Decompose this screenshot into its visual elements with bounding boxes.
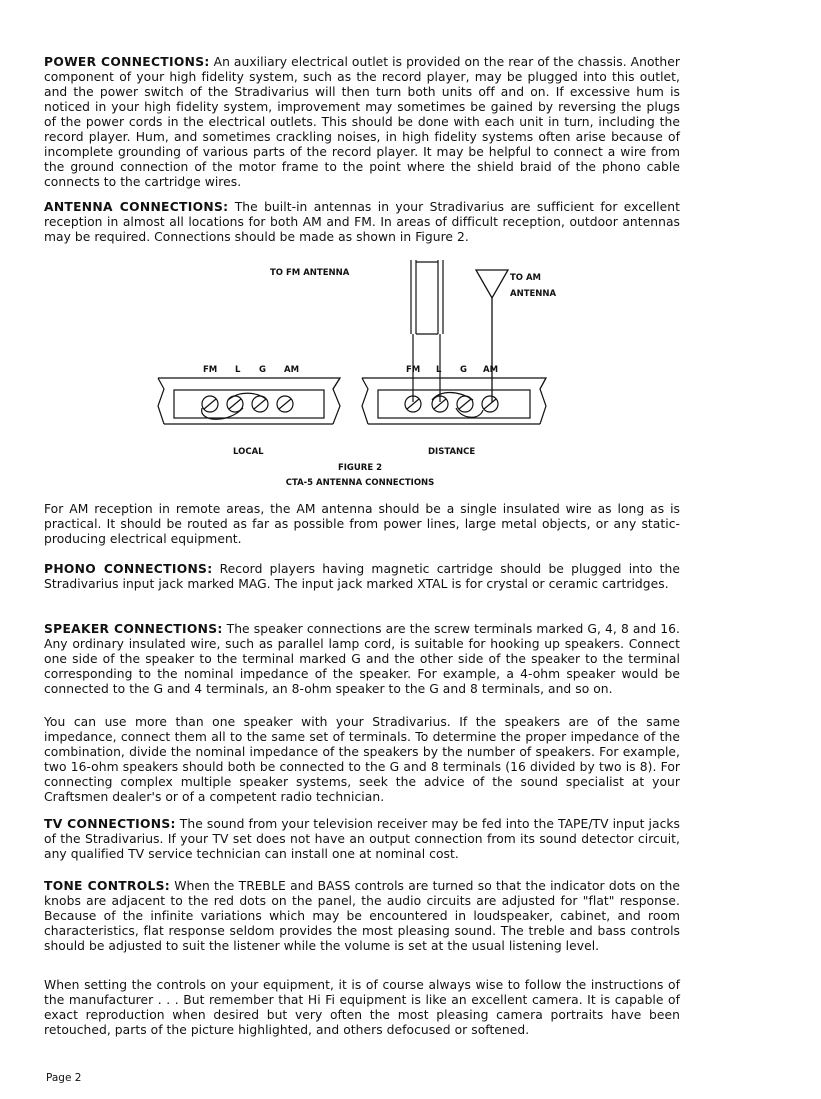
distance-terminal-g: G [460, 365, 467, 375]
phono-connections-heading: PHONO CONNECTIONS: [44, 562, 213, 576]
fm-twin-lead-icon [411, 260, 443, 402]
speaker-multiple-paragraph [44, 715, 680, 805]
speaker-multiple-text: You can use more than one speaker with your Stradivarius. If the speakers are of the same impedance, connect them all to the same set of terminals. To determine the proper impedance of the combination, divide the nominal impedance of the speakers by the number of speakers. For example, two 16-ohm speakers should both be connected to the G and 8 terminals (16 divided by two is 8). For connecting complex multiple speaker systems, seek the advice of the sound specialist at your Craftsmen dealer's or of a competent radio technician. [44, 715, 680, 804]
power-connections-heading: POWER CONNECTIONS: [44, 55, 210, 69]
tone-controls-text: When the TREBLE and BASS controls are turned so that the indicator dots on the knobs are adjacent to the red dots on the panel, the audio circuits are adjusted for "flat" response. Because of the infinite variations which may be encountered in loudspeaker, cabinet, and room characteristics, flat response seldom provides the most pleasing sound. The treble and bass controls should be adjusted to suit the listener while the volume is set at the usual listening level. [44, 879, 680, 953]
local-terminal-l: L [235, 365, 241, 375]
tv-connections-heading: TV CONNECTIONS: [44, 817, 176, 831]
phono-connections-paragraph [44, 562, 680, 592]
tone-controls-heading: TONE CONTROLS: [44, 879, 171, 893]
figure-caption-number: FIGURE 2 [337, 463, 383, 473]
page-number: Page 2 [46, 1072, 82, 1084]
local-label: LOCAL [233, 447, 264, 457]
closing-paragraph [44, 978, 680, 1038]
antenna-connections-heading: ANTENNA CONNECTIONS: [44, 200, 229, 214]
antenna-connections-paragraph [44, 200, 680, 245]
local-terminal-fm: FM [203, 365, 218, 375]
power-connections-text: An auxiliary electrical outlet is provided on the rear of the chassis. Another component of your high fidelity system, such as the record player, may be plugged into this outlet, and the power switch of the Stradivarius will then turn both units off and on. If excessive hum is noticed in your high fidelity system, improvement may sometimes be gained by reversing the plugs of the power cords in the electrical outlets. This should be done with each unit in turn, including the record player. Hum, and sometimes crackling noises, in high fidelity systems often arise because of incomplete grounding of various parts of the record player. It may be helpful to connect a wire from the ground connection of the motor frame to the point where the shield braid of the phono cable connects to the cartridge wires. [44, 55, 680, 189]
tv-connections-text: The sound from your television receiver may be fed into the TAPE/TV input jacks of the Stradivarius. If your TV set does not have an output connection from its sound detector circuit, any qualified TV service technician can install one at nominal cost. [44, 817, 681, 861]
to-am-label: TO AM [510, 273, 542, 283]
distance-terminal-l: L [436, 365, 442, 375]
distance-terminal-fm: FM [406, 365, 421, 375]
tone-controls-paragraph [44, 879, 680, 954]
antenna-connections-text: The built-in antennas in your Stradivarius are sufficient for excellent reception in almost all locations for both AM and FM. In areas of difficult reception, outdoor antennas may be required. Connections should be made as shown in Figure 2. [44, 200, 680, 244]
local-terminal-strip [158, 378, 340, 424]
am-reception-text: For AM reception in remote areas, the AM antenna should be a single insulated wire as long as is practical. It should be routed as far as possible from power lines, large metal objects, or any static-producing electrical equipment. [44, 502, 680, 546]
phono-connections-text: Record players having magnetic cartridge should be plugged into the Stradivarius input jack marked MAG. The input jack marked XTAL is for crystal or ceramic cartridges. [44, 562, 680, 591]
figure-2-antenna-diagram [140, 250, 580, 496]
local-terminal-am: AM [284, 365, 300, 375]
am-antenna-icon [476, 270, 508, 402]
distance-terminal-am: AM [483, 365, 499, 375]
power-connections-paragraph [44, 55, 680, 190]
distance-label: DISTANCE [428, 447, 476, 457]
closing-text: When setting the controls on your equipment, it is of course always wise to follow the instructions of the manufacturer . . . But remember that Hi Fi equipment is like an excellent camera. It is capable of exact reproduction when desired but very often the most pleasing camera portraits have been retouched, parts of the picture highlighted, and others defocused or softened. [44, 978, 680, 1037]
tv-connections-paragraph [44, 817, 680, 862]
speaker-connections-heading: SPEAKER CONNECTIONS: [44, 622, 223, 636]
speaker-connections-text: The speaker connections are the screw terminals marked G, 4, 8 and 16. Any ordinary insulated wire, such as parallel lamp cord, is suitable for hooking up speakers. Connect one side of the speaker to the terminal marked G and the other side of the speaker to the terminal corresponding to the nominal impedance of the speaker. For example, a 4-ohm speaker would be connected to the G and 4 terminals, an 8-ohm speaker to the G and 8 terminals, and so on. [44, 622, 680, 696]
am-antenna-label: ANTENNA [510, 289, 557, 299]
speaker-connections-paragraph [44, 622, 680, 697]
distance-terminal-strip [362, 378, 546, 424]
am-reception-paragraph [44, 502, 680, 547]
local-terminal-g: G [259, 365, 266, 375]
to-fm-antenna-label: TO FM ANTENNA [270, 268, 350, 278]
figure-caption-title: CTA-5 ANTENNA CONNECTIONS [285, 478, 435, 488]
